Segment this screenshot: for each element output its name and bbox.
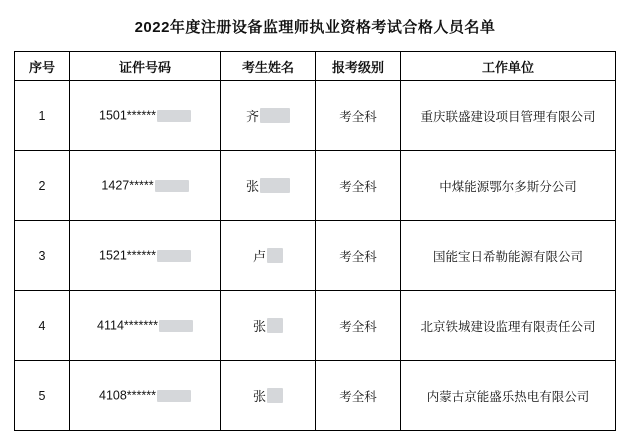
- table-row: [15, 361, 616, 431]
- cell-cert-no: [70, 361, 221, 431]
- redaction-block: [157, 390, 191, 402]
- cell-cert-no: [70, 291, 221, 361]
- cell-cert-no: [70, 221, 221, 291]
- cell-level: 考全科: [316, 221, 401, 291]
- column-header-name: 考生姓名: [221, 52, 316, 81]
- redaction-block: [260, 178, 290, 193]
- redaction-block: [267, 318, 283, 333]
- cell-work-unit: 内蒙古京能盛乐热电有限公司: [401, 361, 616, 431]
- cell-level: 考全科: [316, 361, 401, 431]
- name-text: 张: [245, 179, 259, 194]
- name-text: 卢: [252, 249, 266, 264]
- table-header-row: [15, 52, 616, 81]
- cell-name: [221, 81, 316, 151]
- cell-work-unit: 中煤能源鄂尔多斯分公司: [401, 151, 616, 221]
- cell-name: [221, 221, 316, 291]
- column-header-work-unit: 工作单位: [401, 52, 616, 81]
- cell-work-unit: 国能宝日希勒能源有限公司: [401, 221, 616, 291]
- cell-work-unit: 北京铁城建设监理有限责任公司: [401, 291, 616, 361]
- redaction-block: [155, 180, 189, 192]
- table-row: [15, 291, 616, 361]
- cell-name: [221, 361, 316, 431]
- cell-index: 3: [15, 221, 70, 291]
- redaction-block: [267, 388, 283, 403]
- cell-index: 5: [15, 361, 70, 431]
- cert-no-text: 1521******: [99, 248, 156, 263]
- cell-cert-no: [70, 81, 221, 151]
- cell-index: 1: [15, 81, 70, 151]
- cell-index: 2: [15, 151, 70, 221]
- cell-level: 考全科: [316, 151, 401, 221]
- name-text: 张: [252, 389, 266, 404]
- column-header-index: 序号: [15, 52, 70, 81]
- cell-cert-no: [70, 151, 221, 221]
- cell-level: 考全科: [316, 81, 401, 151]
- table-body: [15, 81, 616, 431]
- cert-no-text: 4108******: [99, 388, 156, 403]
- cert-no-text: 4114*******: [97, 318, 158, 333]
- cert-no-text: 1427*****: [101, 178, 154, 193]
- redaction-block: [260, 108, 290, 123]
- table-row: [15, 151, 616, 221]
- redaction-block: [267, 248, 283, 263]
- redaction-block: [157, 110, 191, 122]
- redaction-block: [157, 250, 191, 262]
- cell-work-unit: 重庆联盛建设项目管理有限公司: [401, 81, 616, 151]
- table-header: [15, 52, 616, 81]
- cert-no-text: 1501******: [99, 108, 156, 123]
- column-header-cert-no: 证件号码: [70, 52, 221, 81]
- cell-level: 考全科: [316, 291, 401, 361]
- cell-name: [221, 151, 316, 221]
- redaction-block: [159, 320, 193, 332]
- qualified-persons-table: [14, 51, 616, 431]
- page-title: 2022年度注册设备监理师执业资格考试合格人员名单: [134, 19, 496, 36]
- column-header-level: 报考级别: [316, 52, 401, 81]
- table-row: [15, 81, 616, 151]
- name-text: 张: [252, 319, 266, 334]
- table-row: [15, 221, 616, 291]
- cell-name: [221, 291, 316, 361]
- cell-index: 4: [15, 291, 70, 361]
- name-text: 齐: [245, 109, 259, 124]
